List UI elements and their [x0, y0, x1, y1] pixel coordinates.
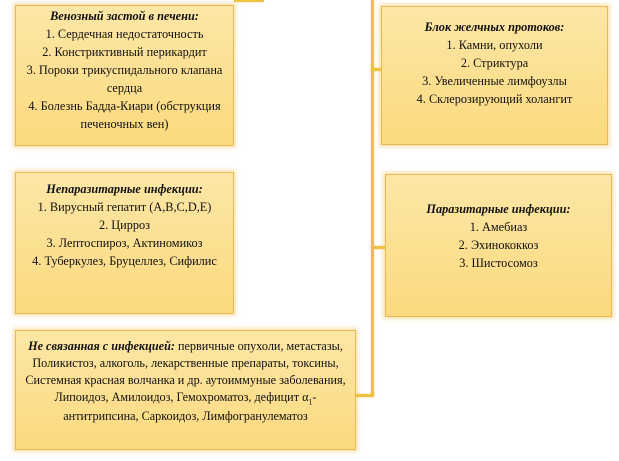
list-item: 1. Камни, опухоли	[446, 37, 543, 52]
list-item: 3. Увеличенные лимфоузлы	[422, 73, 567, 88]
connector-to-noninfectious	[356, 394, 374, 397]
list-item: 1. Амебиаз	[469, 219, 528, 234]
list-item: 2. Стриктура	[460, 55, 529, 70]
list-item: 3. Шистосомоз	[459, 255, 538, 270]
list-item: 4. Туберкулез, Бруцеллез, Сифилис	[32, 253, 217, 268]
list-item: 1. Вирусный гепатит (A,B,C,D,E)	[37, 199, 212, 214]
box-title: Блок желчных протоков:	[424, 20, 565, 34]
connector-vertical	[371, 0, 374, 396]
nonparasitic-infections-box	[15, 172, 234, 314]
bile-duct-block-box	[381, 6, 608, 145]
box-title: Венозный застой в печени:	[50, 9, 199, 23]
list-item: 2. Цирроз	[98, 217, 151, 232]
connector-to-parasitic	[371, 246, 385, 249]
box-title: Не связанная с инфекцией:	[28, 339, 175, 353]
noninfectious-causes-box	[15, 330, 356, 450]
box-body-text-end: -антитрипсина, Саркоидоз, Лимфогранулематоз	[63, 390, 317, 423]
parasitic-infections-box	[385, 174, 612, 317]
list-item: 2. Констриктивный перикардит	[42, 44, 207, 59]
list-item: 1. Сердечная недостаточность	[45, 26, 204, 41]
list-item: 2. Эхинококкоз	[458, 237, 539, 252]
list-item: 3. Пороки трикуспидального клапана сердца	[26, 62, 223, 95]
list-item: 4. Склерозирующий холангит	[416, 91, 573, 106]
box-title: Непаразитарные инфекции:	[46, 182, 203, 196]
box-body-text: первичные опухоли, метастазы, Поликистоз, алкоголь, лекарственные препараты, токсины, Системная красная волчанка и др. аутоиммуные заболевания, Липоидоз, Амилоидоз, Гемохроматоз, дефицит α	[25, 339, 346, 405]
list-item: 3. Лептоспироз, Актиномикоз	[46, 235, 203, 250]
connector-top	[234, 0, 264, 2]
subscript: 1	[308, 397, 313, 407]
box-title: Паразитарные инфекции:	[426, 202, 571, 216]
liver-congestion-box	[15, 5, 234, 146]
list-item: 4. Болезнь Бадда-Киари (обструкция печеночных вен)	[28, 98, 221, 131]
